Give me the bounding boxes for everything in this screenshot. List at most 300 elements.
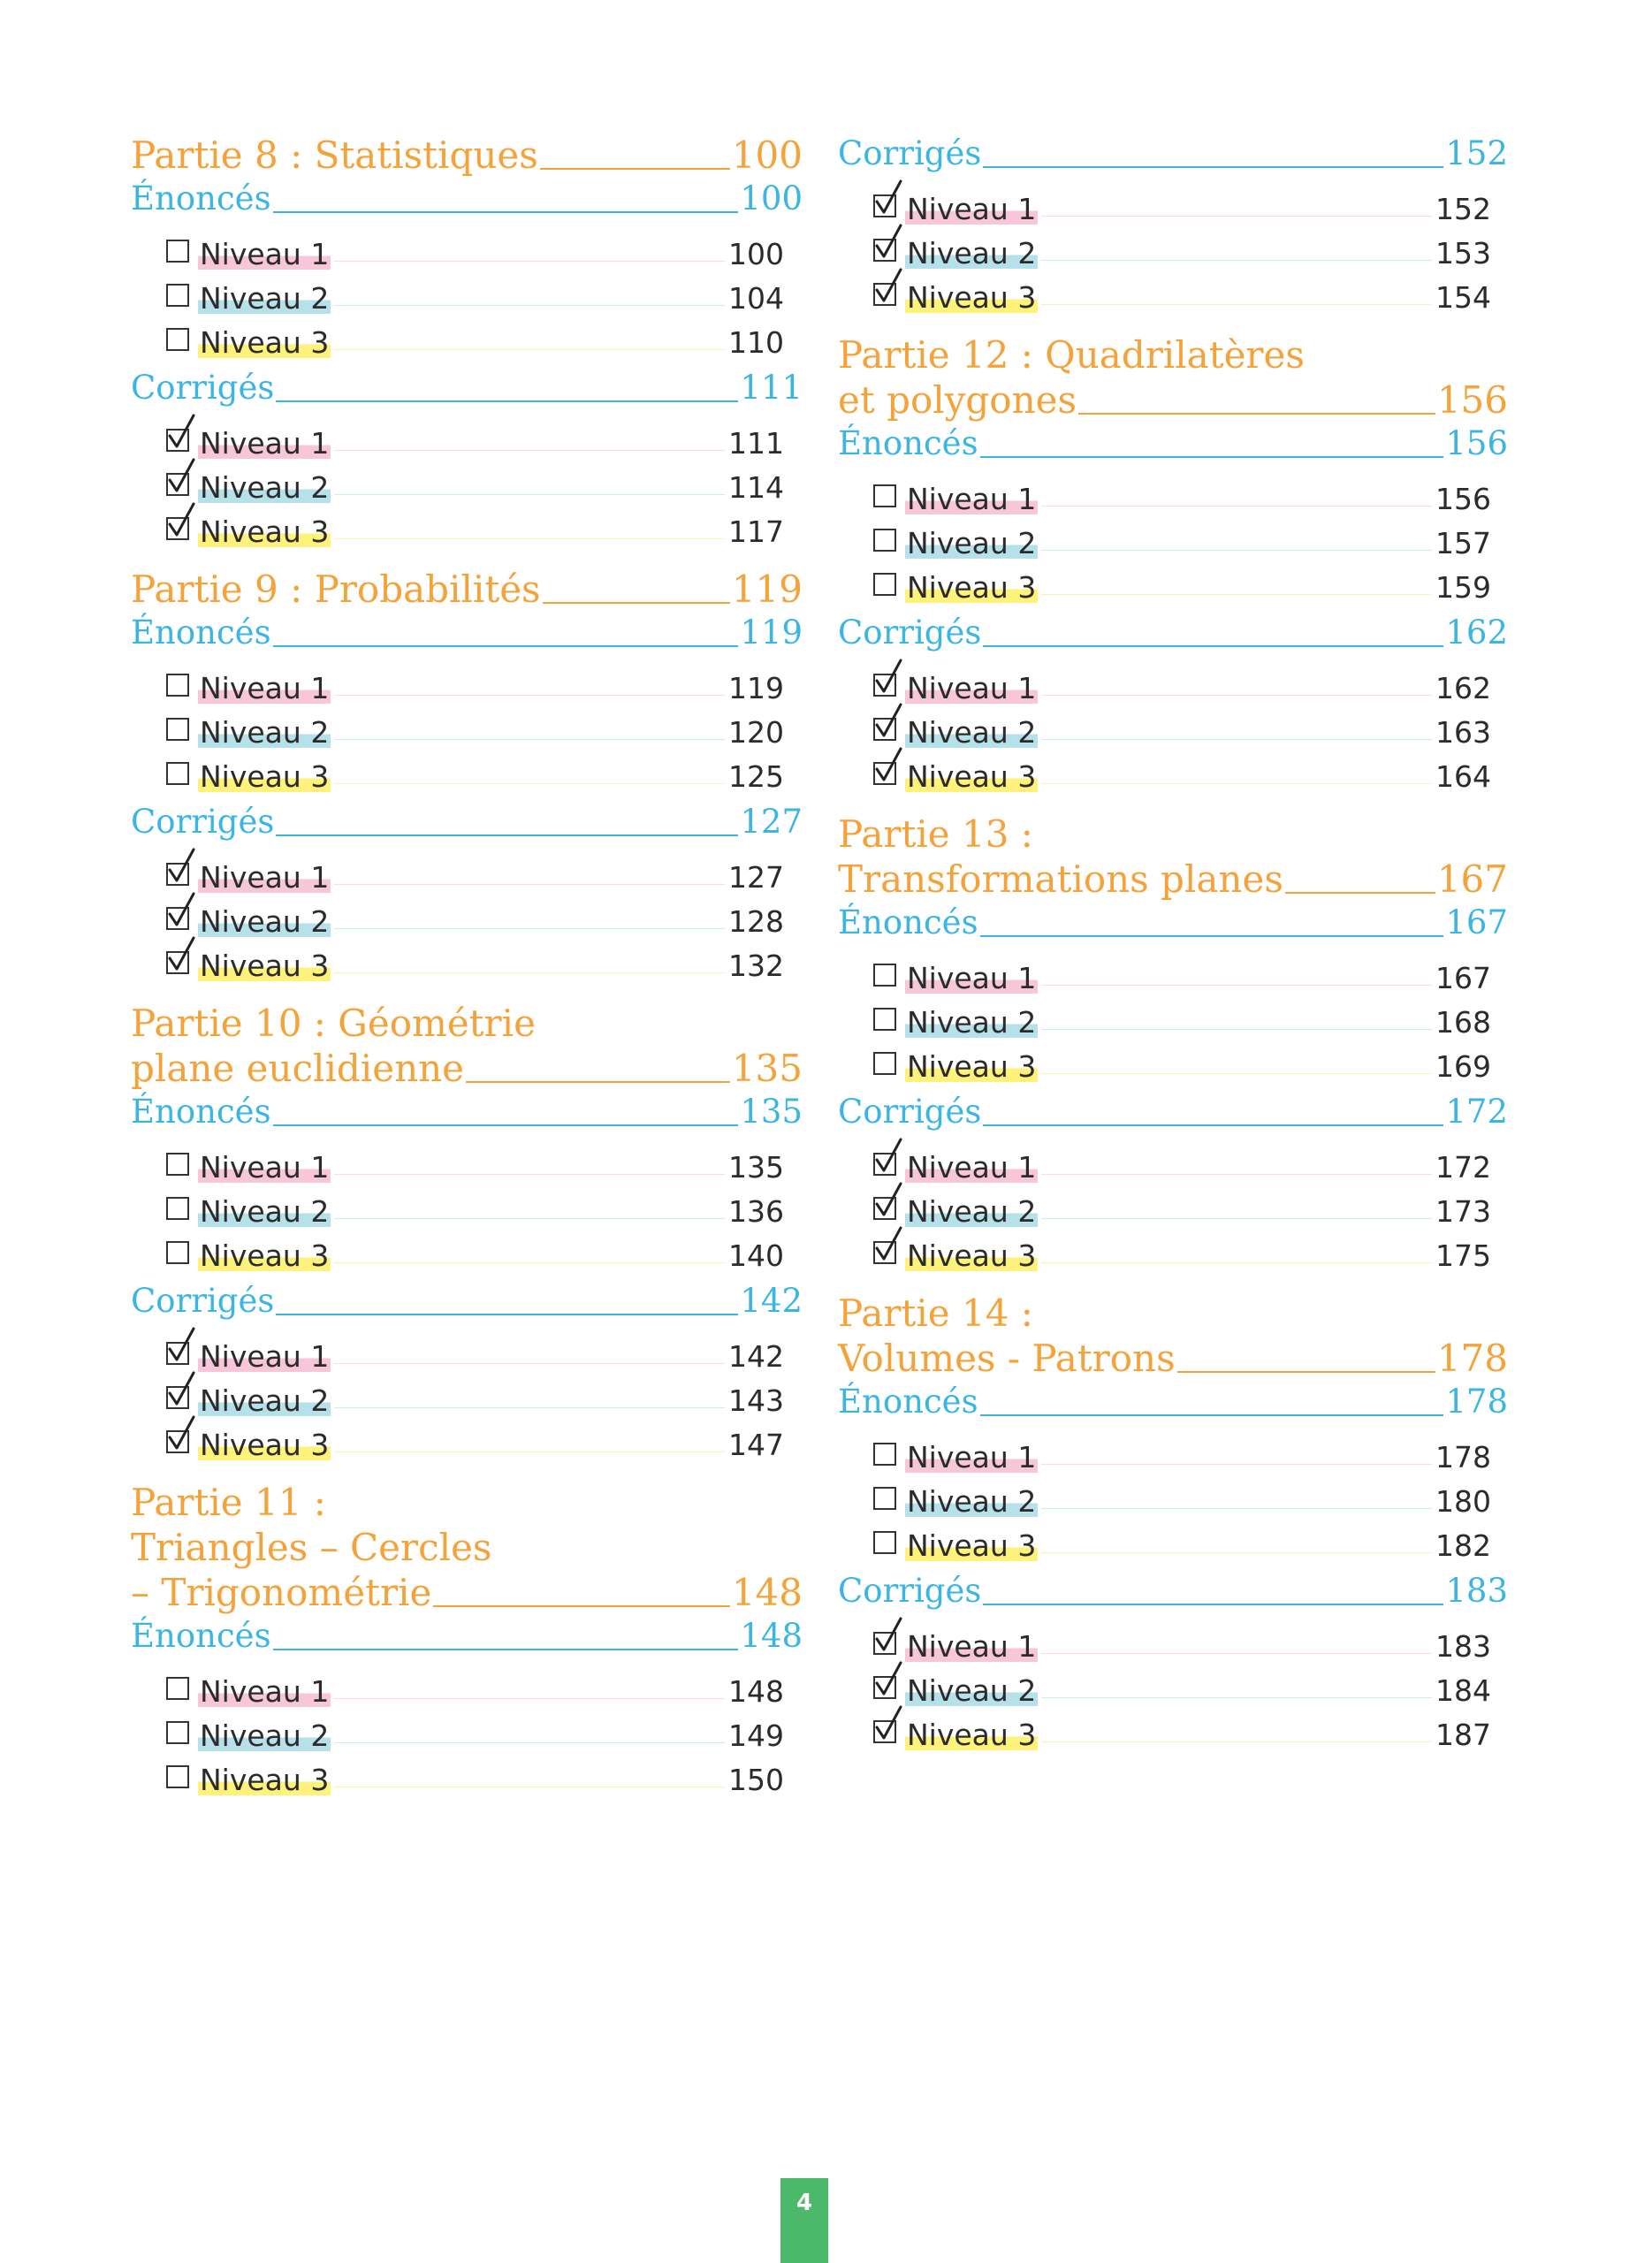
level-page: 143 (728, 1383, 784, 1418)
part-page: 135 (731, 1047, 803, 1090)
section-label: Énoncés (838, 903, 978, 941)
level-page: 149 (728, 1718, 784, 1753)
spacer (131, 981, 803, 1001)
checkbox-checked-icon (166, 1342, 189, 1365)
level-item[interactable] (838, 1662, 1492, 1706)
leader-line (334, 695, 725, 696)
checkbox-empty-icon (873, 964, 896, 987)
level-label: Niveau 1 (907, 192, 1037, 226)
level-page: 148 (728, 1674, 784, 1709)
level-label: Niveau 2 (200, 281, 330, 316)
leader-line (1041, 594, 1432, 595)
level-item[interactable] (131, 1227, 785, 1271)
part-9-title-row[interactable] (131, 567, 803, 612)
checkbox-checked-icon (873, 194, 896, 217)
level-page: 128 (728, 904, 784, 939)
level-page: 153 (1435, 236, 1491, 270)
checkbox-empty-icon (873, 484, 896, 507)
part-title: – Trigonométrie (131, 1571, 432, 1614)
part-13-title-line1: Partie 13 : (838, 812, 1033, 856)
section-corriges[interactable] (131, 801, 803, 843)
level-label: Niveau 1 (907, 482, 1037, 516)
level-item[interactable] (131, 1663, 785, 1707)
section-page: 156 (1445, 424, 1508, 462)
level-list (838, 1618, 1508, 1750)
leader-line (334, 1742, 725, 1743)
level-page: 168 (1435, 1005, 1491, 1040)
level-label: Niveau 3 (200, 759, 330, 794)
section-page: 162 (1445, 613, 1508, 651)
checkbox-empty-icon (166, 1765, 189, 1788)
level-item[interactable] (838, 559, 1492, 603)
level-list (838, 949, 1508, 1082)
level-label: Niveau 2 (907, 1673, 1037, 1708)
level-list (131, 415, 803, 547)
level-label: Niveau 1 (907, 1150, 1037, 1185)
leader-line (466, 1081, 730, 1083)
checkbox-checked-icon (873, 1241, 896, 1264)
leader-line (334, 972, 725, 973)
level-label: Niveau 3 (907, 759, 1037, 794)
leader-line (273, 1124, 739, 1126)
level-label: Niveau 1 (200, 671, 330, 705)
level-label: Niveau 2 (907, 526, 1037, 560)
leader-line (334, 1218, 725, 1219)
part-page: 156 (1436, 378, 1508, 422)
checkbox-empty-icon (166, 1241, 189, 1264)
level-page: 164 (1435, 759, 1491, 794)
leader-line (1041, 550, 1432, 551)
section-label: Énoncés (131, 179, 271, 217)
leader-line (1041, 216, 1432, 217)
leader-line (543, 602, 730, 604)
section-page: 183 (1445, 1572, 1508, 1610)
leader-line (276, 400, 738, 402)
leader-line (334, 494, 725, 495)
section-label: Corrigés (838, 613, 982, 651)
level-page: 163 (1435, 715, 1491, 750)
checkbox-checked-icon (166, 429, 189, 452)
level-item[interactable] (131, 1751, 785, 1795)
section-page: 142 (740, 1282, 803, 1320)
section-corriges[interactable] (838, 1091, 1508, 1133)
checkbox-empty-icon (166, 1721, 189, 1744)
level-page: 127 (728, 860, 784, 895)
section-enonces[interactable] (131, 178, 803, 220)
leader-line (334, 1698, 725, 1699)
leader-line (334, 538, 725, 539)
section-corriges[interactable] (838, 612, 1508, 654)
section-enonces[interactable] (131, 1091, 803, 1133)
level-label: Niveau 2 (907, 1005, 1037, 1040)
level-item[interactable] (838, 180, 1492, 225)
checkbox-checked-icon (873, 718, 896, 741)
level-item[interactable] (838, 269, 1492, 313)
level-list (838, 180, 1508, 313)
leader-line (276, 834, 738, 836)
level-item[interactable] (838, 1618, 1492, 1662)
level-item[interactable] (131, 1183, 785, 1227)
leader-line (334, 305, 725, 306)
leader-line (1041, 1464, 1432, 1465)
leader-line (334, 349, 725, 350)
section-label: Corrigés (131, 803, 275, 841)
section-corriges[interactable] (131, 367, 803, 409)
level-item[interactable] (131, 704, 785, 748)
level-label: Niveau 2 (907, 1484, 1037, 1519)
part-12 (838, 332, 1508, 792)
section-enonces[interactable] (838, 423, 1508, 465)
section-label: Énoncés (131, 1093, 271, 1131)
level-list (838, 1429, 1508, 1561)
level-page: 117 (728, 514, 784, 549)
level-label: Niveau 1 (907, 671, 1037, 705)
part-title: Partie 9 : Probabilités (131, 568, 541, 611)
level-page: 104 (728, 281, 784, 316)
section-page: 172 (1445, 1093, 1508, 1131)
part-13 (838, 811, 1508, 1271)
checkbox-checked-icon (873, 1197, 896, 1220)
level-item[interactable] (838, 1038, 1492, 1082)
section-label: Énoncés (131, 613, 271, 651)
leader-line (983, 1604, 1443, 1605)
level-page: 100 (728, 237, 784, 271)
level-page: 187 (1435, 1718, 1491, 1752)
leader-line (1041, 1262, 1432, 1263)
level-label: Niveau 2 (200, 1383, 330, 1418)
leader-line (1177, 1371, 1435, 1373)
level-item[interactable] (838, 1183, 1492, 1227)
level-item[interactable] (131, 849, 785, 893)
leader-line (1041, 1174, 1432, 1175)
level-item[interactable] (131, 1416, 785, 1460)
level-label: Niveau 2 (200, 470, 330, 505)
leader-line (1041, 695, 1432, 696)
leader-line (1041, 985, 1432, 986)
spacer (131, 547, 803, 567)
level-page: 154 (1435, 280, 1491, 315)
leader-line (1041, 739, 1432, 740)
level-label: Niveau 2 (200, 1718, 330, 1753)
level-label: Niveau 3 (907, 280, 1037, 315)
level-page: 156 (1435, 482, 1491, 516)
leader-line (334, 1174, 725, 1175)
level-label: Niveau 1 (907, 961, 1037, 995)
checkbox-empty-icon (873, 573, 896, 596)
level-label: Niveau 1 (200, 860, 330, 895)
level-page: 182 (1435, 1528, 1491, 1563)
checkbox-empty-icon (873, 1487, 896, 1510)
leader-line (980, 935, 1444, 937)
section-label: Corrigés (838, 1093, 982, 1131)
part-10 (131, 1001, 803, 1460)
part-14-title-row[interactable] (838, 1336, 1508, 1381)
section-enonces[interactable] (131, 1615, 803, 1657)
leader-line (334, 783, 725, 784)
level-label: Niveau 2 (200, 1194, 330, 1229)
section-page: 100 (740, 179, 803, 217)
level-page: 172 (1435, 1150, 1491, 1185)
level-page: 120 (728, 715, 784, 750)
level-item[interactable] (131, 270, 785, 314)
checkbox-empty-icon (873, 1008, 896, 1031)
section-label: Corrigés (838, 1572, 982, 1610)
part-page: 119 (731, 568, 803, 611)
leader-line (1041, 1697, 1432, 1698)
level-item[interactable] (131, 893, 785, 937)
toc-right-column (838, 133, 1508, 1750)
checkbox-empty-icon (166, 1677, 189, 1700)
level-item[interactable] (838, 1227, 1492, 1271)
level-item[interactable] (131, 659, 785, 704)
leader-line (1041, 1218, 1432, 1219)
checkbox-empty-icon (873, 1052, 896, 1075)
level-page: 132 (728, 949, 784, 983)
part-8-title-row[interactable] (131, 133, 803, 178)
checkbox-empty-icon (166, 762, 189, 785)
section-page: 152 (1445, 134, 1508, 172)
leader-line (273, 645, 739, 647)
section-page: 167 (1445, 903, 1508, 941)
section-label: Corrigés (131, 369, 275, 407)
leader-line (433, 1605, 730, 1607)
level-label: Niveau 3 (200, 514, 330, 549)
part-11 (131, 1480, 803, 1795)
level-label: Niveau 2 (907, 1194, 1037, 1229)
checkbox-checked-icon (873, 1153, 896, 1176)
level-page: 119 (728, 671, 784, 705)
leader-line (334, 450, 725, 451)
level-label: Niveau 3 (200, 1428, 330, 1462)
section-enonces[interactable] (838, 1381, 1508, 1423)
level-item[interactable] (838, 748, 1492, 792)
level-item[interactable] (131, 1372, 785, 1416)
checkbox-checked-icon (166, 951, 189, 974)
level-label: Niveau 2 (200, 904, 330, 939)
level-page: 184 (1435, 1673, 1491, 1708)
spacer (838, 792, 1508, 811)
level-label: Niveau 3 (200, 1763, 330, 1797)
part-14-title-line1: Partie 14 : (838, 1292, 1033, 1335)
leader-line (1041, 1508, 1432, 1509)
level-item[interactable] (838, 994, 1492, 1038)
level-label: Niveau 3 (907, 1718, 1037, 1752)
leader-line (980, 456, 1444, 458)
level-page: 183 (1435, 1629, 1491, 1664)
section-page: 127 (740, 803, 803, 841)
checkbox-checked-icon (166, 517, 189, 540)
level-label: Niveau 3 (907, 1528, 1037, 1563)
level-list (838, 659, 1508, 792)
level-label: Niveau 1 (907, 1440, 1037, 1474)
level-page: 159 (1435, 570, 1491, 605)
part-11-title-line2: Triangles – Cercles (131, 1526, 492, 1569)
part-11-title-line1: Partie 11 : (131, 1481, 326, 1524)
leader-line (334, 739, 725, 740)
part-title: et polygones (838, 378, 1077, 422)
part-13-title-row[interactable] (838, 857, 1508, 902)
leader-line (1041, 783, 1432, 784)
level-item[interactable] (131, 1328, 785, 1372)
level-page: 147 (728, 1428, 784, 1462)
level-page: 173 (1435, 1194, 1491, 1229)
level-list (838, 1139, 1508, 1271)
part-title: plane euclidienne (131, 1047, 465, 1090)
level-page: 157 (1435, 526, 1491, 560)
section-label: Énoncés (838, 1383, 978, 1421)
level-label: Niveau 3 (200, 325, 330, 360)
level-label: Niveau 2 (907, 236, 1037, 270)
checkbox-empty-icon (166, 674, 189, 697)
section-label: Énoncés (838, 424, 978, 462)
leader-line (980, 1414, 1444, 1416)
level-item[interactable] (838, 1517, 1492, 1561)
level-label: Niveau 3 (200, 1238, 330, 1273)
part-9 (131, 567, 803, 981)
leader-line (334, 884, 725, 885)
checkbox-checked-icon (873, 1632, 896, 1655)
spacer (838, 1271, 1508, 1291)
level-label: Niveau 3 (200, 949, 330, 983)
level-page: 180 (1435, 1484, 1491, 1519)
level-label: Niveau 1 (907, 1629, 1037, 1664)
level-page: 111 (728, 426, 784, 461)
level-page: 125 (728, 759, 784, 794)
level-item[interactable] (131, 1707, 785, 1751)
section-corriges[interactable] (838, 1570, 1508, 1612)
level-item[interactable] (131, 225, 785, 270)
spacer (838, 313, 1508, 332)
leader-line (276, 1314, 738, 1315)
checkbox-empty-icon (166, 1153, 189, 1176)
part-title: Volumes - Patrons (838, 1337, 1176, 1380)
level-item[interactable] (131, 459, 785, 503)
leader-line (540, 168, 730, 170)
level-item[interactable] (838, 659, 1492, 704)
part-10-title-row[interactable] (131, 1046, 803, 1091)
level-item[interactable] (838, 225, 1492, 269)
section-enonces[interactable] (131, 612, 803, 654)
checkbox-empty-icon (166, 284, 189, 307)
level-item[interactable] (131, 503, 785, 547)
level-label: Niveau 2 (907, 715, 1037, 750)
leader-line (1041, 260, 1432, 261)
leader-line (1041, 1073, 1432, 1074)
checkbox-checked-icon (166, 1430, 189, 1453)
part-12-title-row[interactable] (838, 377, 1508, 423)
section-enonces[interactable] (838, 902, 1508, 944)
level-page: 169 (1435, 1049, 1491, 1084)
level-item[interactable] (131, 415, 785, 459)
level-item[interactable] (131, 937, 785, 981)
level-item[interactable] (838, 949, 1492, 994)
leader-line (1041, 1653, 1432, 1654)
section-label: Corrigés (838, 134, 982, 172)
checkbox-empty-icon (873, 529, 896, 552)
level-label: Niveau 1 (200, 1339, 330, 1374)
part-page: 167 (1436, 857, 1508, 901)
section-page: 111 (740, 369, 803, 407)
leader-line (983, 1124, 1443, 1126)
section-corriges[interactable] (131, 1280, 803, 1322)
level-item[interactable] (131, 748, 785, 792)
leader-line (334, 1363, 725, 1364)
part-11-corriges (838, 133, 1508, 313)
checkbox-checked-icon (166, 907, 189, 930)
level-list (131, 1328, 803, 1460)
part-11-title-row[interactable] (131, 1570, 803, 1615)
level-page: 142 (728, 1339, 784, 1374)
toc-left-column (131, 133, 803, 1795)
level-label: Niveau 3 (907, 570, 1037, 605)
section-corriges[interactable] (838, 133, 1508, 175)
checkbox-checked-icon (873, 1676, 896, 1699)
part-title: Transformations planes (838, 857, 1283, 901)
level-list (131, 1663, 803, 1795)
leader-line (273, 1649, 739, 1650)
level-label: Niveau 2 (200, 715, 330, 750)
leader-line (334, 1262, 725, 1263)
level-list (131, 849, 803, 981)
checkbox-empty-icon (873, 1531, 896, 1554)
leader-line (334, 261, 725, 262)
checkbox-checked-icon (873, 239, 896, 262)
level-list (131, 225, 803, 358)
checkbox-empty-icon (166, 718, 189, 741)
level-item[interactable] (838, 1706, 1492, 1750)
part-page: 178 (1436, 1337, 1508, 1380)
part-title: Partie 8 : Statistiques (131, 133, 538, 177)
leader-line (1041, 1741, 1432, 1742)
level-page: 175 (1435, 1238, 1491, 1273)
part-page: 148 (731, 1571, 803, 1614)
level-label: Niveau 1 (200, 237, 330, 271)
level-item[interactable] (131, 314, 785, 358)
leader-line (334, 1407, 725, 1408)
level-label: Niveau 1 (200, 426, 330, 461)
checkbox-checked-icon (873, 1720, 896, 1743)
level-label: Niveau 3 (907, 1238, 1037, 1273)
level-item[interactable] (838, 1429, 1492, 1473)
section-label: Corrigés (131, 1282, 275, 1320)
checkbox-checked-icon (873, 283, 896, 306)
section-page: 148 (740, 1617, 803, 1655)
section-page: 135 (740, 1093, 803, 1131)
checkbox-empty-icon (166, 1197, 189, 1220)
leader-line (273, 211, 739, 213)
checkbox-checked-icon (873, 674, 896, 697)
level-item[interactable] (838, 470, 1492, 514)
leader-line (1041, 1552, 1432, 1553)
level-page: 110 (728, 325, 784, 360)
level-label: Niveau 1 (200, 1674, 330, 1709)
leader-line (983, 645, 1443, 647)
level-page: 150 (728, 1763, 784, 1797)
part-10-title-line1: Partie 10 : Géométrie (131, 1002, 536, 1045)
level-label: Niveau 3 (907, 1049, 1037, 1084)
level-item[interactable] (131, 1139, 785, 1183)
level-item[interactable] (838, 514, 1492, 559)
level-item[interactable] (838, 1139, 1492, 1183)
level-page: 135 (728, 1150, 784, 1185)
part-14 (838, 1291, 1508, 1750)
leader-line (1285, 892, 1435, 894)
level-item[interactable] (838, 704, 1492, 748)
leader-line (334, 928, 725, 929)
level-page: 114 (728, 470, 784, 505)
level-item[interactable] (838, 1473, 1492, 1517)
level-page: 162 (1435, 671, 1491, 705)
